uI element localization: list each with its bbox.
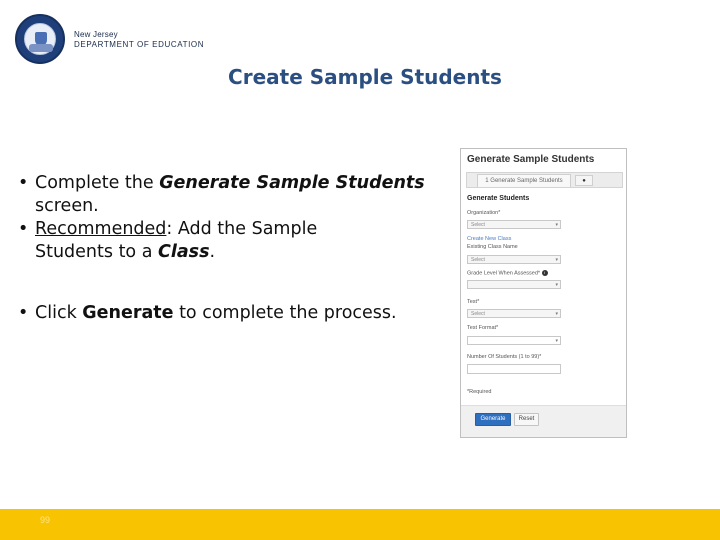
bullet-underlined: Recommended bbox=[35, 219, 167, 239]
tab-settings-icon[interactable]: ● bbox=[575, 175, 593, 186]
grade-label-text: Grade Level When Assessed* bbox=[467, 270, 541, 277]
organization-select-value: Select bbox=[471, 222, 485, 228]
chevron-down-icon: ▾ bbox=[555, 222, 558, 228]
test-format-select[interactable] bbox=[467, 336, 561, 345]
bullet-text: screen. bbox=[35, 196, 99, 216]
organization-label: Organization* bbox=[467, 210, 501, 216]
bullet-strong: Generate bbox=[82, 303, 174, 323]
page-number: 99 bbox=[40, 515, 51, 525]
bullet-text: : Add the Sample bbox=[166, 219, 318, 239]
generate-sample-students-panel bbox=[460, 148, 627, 438]
seal-figures-icon bbox=[29, 44, 53, 52]
test-select-value: Select bbox=[471, 311, 485, 317]
seal-center bbox=[24, 23, 56, 55]
create-new-class-link[interactable]: Create New Class bbox=[467, 236, 512, 242]
panel-tab-bar bbox=[466, 172, 623, 188]
info-icon[interactable]: i bbox=[542, 270, 548, 276]
chevron-down-icon: ▾ bbox=[555, 311, 558, 317]
bullet-emphasis: Generate Sample Students bbox=[159, 173, 425, 193]
chevron-down-icon: ▾ bbox=[555, 257, 558, 263]
panel-title: Generate Sample Students bbox=[467, 154, 595, 165]
num-students-label: Number Of Students (1 to 99)* bbox=[467, 354, 542, 360]
chevron-down-icon: ▾ bbox=[555, 282, 558, 288]
nj-state-seal-icon bbox=[15, 14, 65, 64]
existing-class-select[interactable] bbox=[467, 255, 561, 264]
bullet-text: to complete the process. bbox=[173, 303, 397, 323]
bullet-dot: • bbox=[18, 219, 29, 239]
grade-select[interactable] bbox=[467, 280, 561, 289]
panel-footer bbox=[461, 405, 626, 437]
bullet-emphasis: Class bbox=[158, 242, 210, 262]
test-label: Test* bbox=[467, 299, 480, 305]
bullet-dot: • bbox=[18, 303, 29, 323]
org-department-name: DEPARTMENT OF EDUCATION bbox=[74, 40, 205, 49]
bullet-item bbox=[18, 302, 448, 325]
organization-select[interactable] bbox=[467, 220, 561, 229]
num-students-input[interactable] bbox=[467, 364, 561, 374]
slide-title: Create Sample Students bbox=[228, 65, 502, 89]
tab-generate-sample-students[interactable]: 1 Generate Sample Students bbox=[477, 174, 571, 187]
chevron-down-icon: ▾ bbox=[555, 338, 558, 344]
bullet-text: . bbox=[209, 242, 216, 262]
reset-button[interactable]: Reset bbox=[514, 413, 539, 426]
grade-label bbox=[467, 270, 548, 276]
existing-class-select-value: Select bbox=[471, 257, 485, 263]
test-format-label: Test Format* bbox=[467, 325, 499, 331]
bullet-item bbox=[18, 172, 448, 218]
bullet-dot: • bbox=[18, 173, 29, 193]
generate-button[interactable]: Generate bbox=[475, 413, 511, 426]
bullet-text: Click bbox=[35, 303, 83, 323]
bullet-item bbox=[18, 218, 448, 264]
existing-class-label: Existing Class Name bbox=[467, 244, 518, 250]
section-title: Generate Students bbox=[467, 195, 530, 202]
bullet-text: Students to a bbox=[35, 242, 158, 262]
bullet-list bbox=[18, 172, 448, 325]
bullet-text: Complete the bbox=[35, 173, 160, 193]
footer-bar bbox=[0, 509, 720, 540]
required-note: *Required bbox=[467, 389, 492, 395]
test-select[interactable] bbox=[467, 309, 561, 318]
org-state-name: New Jersey bbox=[74, 30, 118, 39]
